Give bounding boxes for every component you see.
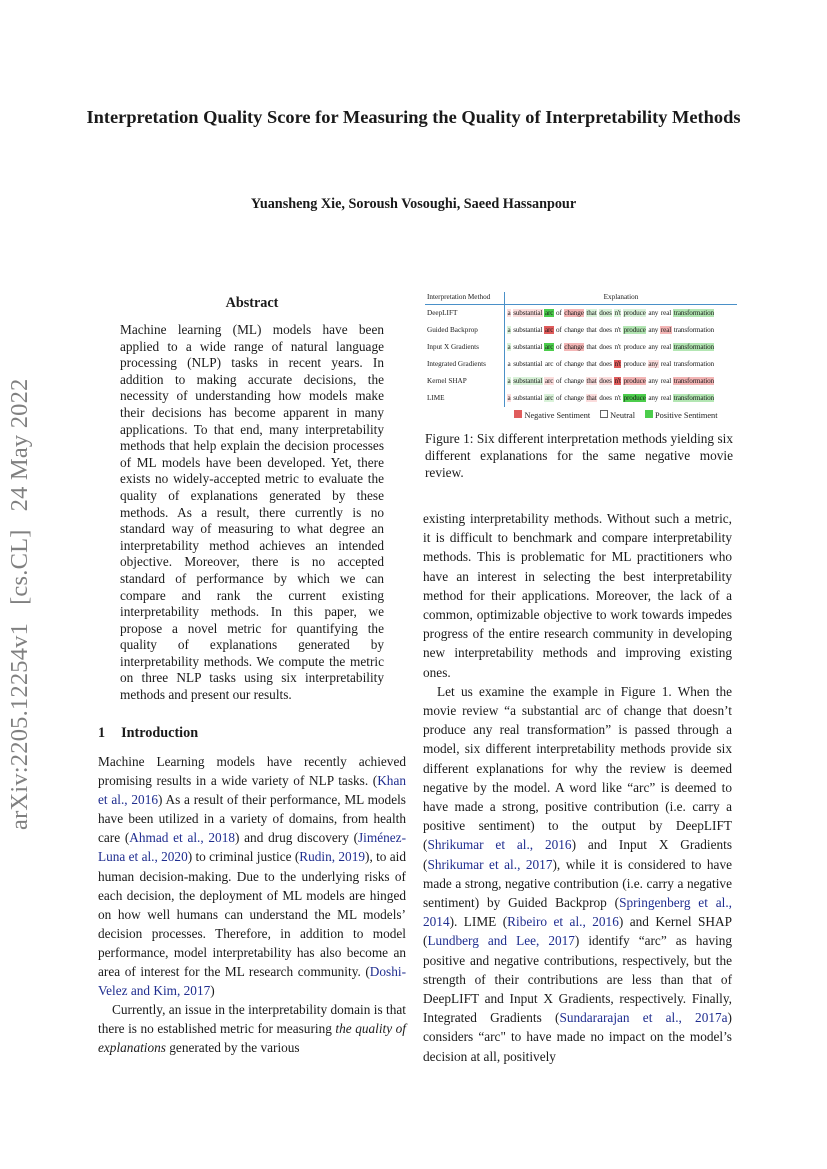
citation-link[interactable]: Doshi-Velez and Kim, 2017 <box>98 964 406 999</box>
token-highlight: transformation <box>673 326 714 334</box>
citation-link[interactable]: Rudin, 2019 <box>299 849 366 865</box>
token-highlight: produce <box>623 326 646 334</box>
citation-link[interactable]: Shrikumar et al., 2016 <box>427 837 572 853</box>
legend-swatch-icon <box>514 410 522 418</box>
method-name: Integrated Gradients <box>425 356 505 373</box>
citation-link[interactable]: Jiménez-Luna et al., 2020 <box>98 830 406 865</box>
token-highlight: substantial <box>513 326 543 334</box>
token-highlight: of <box>555 343 562 351</box>
token-highlight: a <box>507 394 511 402</box>
token-highlight: arc <box>544 309 554 317</box>
token-highlight: change <box>564 394 584 402</box>
column-header-explanation: Explanation <box>505 292 738 305</box>
legend-label: Negative Sentiment <box>524 411 591 420</box>
token-highlight: produce <box>623 360 646 368</box>
token-highlight: any <box>648 360 659 368</box>
token-highlight: produce <box>623 377 646 385</box>
token-highlight: real <box>660 326 672 334</box>
token-highlight: any <box>648 309 659 317</box>
arxiv-date: 24 May 2022 <box>6 378 33 512</box>
figure-legend <box>425 410 737 420</box>
explanation-cell <box>505 305 738 323</box>
paper-authors: Yuansheng Xie, Soroush Vosoughi, Saeed Hassanpour <box>250 196 577 212</box>
token-highlight: real <box>660 309 672 317</box>
token-highlight: real <box>660 343 672 351</box>
token-highlight: substantial <box>513 360 543 368</box>
token-highlight: of <box>555 326 562 334</box>
section-number: 1 <box>98 725 106 741</box>
column-header-method: Interpretation Method <box>425 292 505 305</box>
token-highlight: substantial <box>513 343 543 351</box>
token-highlight: does <box>599 360 612 368</box>
token-highlight: n't <box>614 326 621 334</box>
method-row <box>425 322 737 339</box>
legend-item <box>514 411 590 420</box>
method-row <box>425 305 737 323</box>
method-name: Kernel SHAP <box>425 373 505 390</box>
token-highlight: change <box>564 309 584 317</box>
token-highlight: n't <box>614 360 621 368</box>
method-name: LIME <box>425 390 505 407</box>
token-highlight: a <box>507 360 511 368</box>
token-highlight: does <box>599 326 612 334</box>
token-highlight: produce <box>623 343 646 351</box>
token-highlight: n't <box>614 309 621 317</box>
token-highlight: arc <box>544 360 554 368</box>
token-highlight: n't <box>614 394 621 402</box>
token-highlight: that <box>586 377 597 385</box>
token-highlight: transformation <box>673 360 714 368</box>
token-highlight: real <box>660 377 672 385</box>
token-highlight: a <box>507 377 511 385</box>
token-highlight: transformation <box>673 343 714 351</box>
token-highlight: does <box>599 394 612 402</box>
legend-item <box>645 411 717 420</box>
legend-swatch-icon <box>600 410 608 418</box>
token-highlight: of <box>555 309 562 317</box>
token-highlight: of <box>555 360 562 368</box>
section-title: Introduction <box>121 725 199 741</box>
token-highlight: produce <box>623 394 646 402</box>
token-highlight: arc <box>544 326 554 334</box>
right-paragraph-1: existing interpretability methods. Without such a metric, it is difficult to benchmark and compare interpretability methods. This is problematic for ML practitioners who have an interest in selecting the best interpretability method for their applications. Moreover, the lack of a common, optimizable objective to work towards impedes progress of the entire research community in developing new interpretability methods and improving existing ones. <box>423 511 732 680</box>
figure-caption: Figure 1: Six different interpretation methods yielding six different explanations for the same negative movie review. <box>425 431 733 480</box>
citation-link[interactable]: Sundararajan et al., 2017a <box>559 1010 728 1026</box>
legend-swatch-icon <box>645 410 653 418</box>
token-highlight: that <box>586 360 597 368</box>
method-row <box>425 390 737 407</box>
legend-item <box>600 411 635 420</box>
token-highlight: of <box>555 394 562 402</box>
citation-link[interactable]: Shrikumar et al., 2017 <box>427 856 553 872</box>
token-highlight: does <box>599 377 612 385</box>
token-highlight: that <box>586 309 597 317</box>
token-highlight: real <box>660 394 672 402</box>
citation-link[interactable]: Springenberg et al., 2014 <box>423 895 732 930</box>
token-highlight: that <box>586 343 597 351</box>
arxiv-stamp <box>6 340 34 830</box>
method-row <box>425 373 737 390</box>
token-highlight: n't <box>614 343 621 351</box>
intro-paragraph-1: Machine Learning models have recently achieved promising results in a wide variety of NLP tasks. (Khan et al., 2016) As a result of their performance, ML models have been utilized in a variety of domains, from health care (Ahmad et al., 2018) and drug discovery (Jiménez-Luna et al., 2020) to criminal justice (Rudin, 2019), to aid human decision-making. Due to the underlying risks of each decision, the deployment of ML models are hinged on how well humans can understand the ML models’ decision processes. Therefore, in addition to model performance, model interpretability has also become an area of interest for the ML research community. (Doshi-Velez and Kim, 2017) <box>98 754 407 999</box>
token-highlight: substantial <box>513 377 543 385</box>
token-highlight: change <box>564 360 584 368</box>
right-paragraph-2: Let us examine the example in Figure 1. When the movie review “a substantial arc of change that doesn’t produce any real transformation” is passed through a model, six different interpretability methods provide six different explanations for why the review is deemed negative by the model. A word like “arc” is deemed to have made a strong, positive contribution (i.e. carry a positive sentiment) to the output by DeepLIFT (Shrikumar et al., 2016) and Input X Gradients (Shrikumar et al., 2017), while it is considered to have made a strong, negative contribution (i.e. carry a negative sentiment) by Guided Backprop (Springenberg et al., 2014). LIME (Ribeiro et al., 2016) and Kernel SHAP (Lundberg and Lee, 2017) identify “arc” as having positive and negative contributions, respectively, but the strength of their contributions are less than that of DeepLIFT and Input X Gradients, respectively. Finally, Integrated Gradients (Sundararajan et al., 2017a) considers “arc" to have made no impact on the model’s decision at all, positively <box>423 683 732 1064</box>
paper-title: Interpretation Quality Score for Measuring the Quality of Interpretability Methods <box>86 107 741 127</box>
method-row <box>425 339 737 356</box>
token-highlight: of <box>555 377 562 385</box>
token-highlight: any <box>648 394 659 402</box>
figure-1 <box>425 292 737 420</box>
explanation-table-body <box>425 305 737 408</box>
citation-link[interactable]: Ahmad et al., 2018 <box>129 830 236 846</box>
explanation-cell <box>505 356 738 373</box>
token-highlight: change <box>564 326 584 334</box>
token-highlight: that <box>586 326 597 334</box>
token-highlight: arc <box>544 343 554 351</box>
intro-paragraph-2: Currently, an issue in the interpretability domain is that there is no established metric for measuring the quality of explanations generated by the various <box>98 1002 407 1056</box>
token-highlight: transformation <box>673 309 714 317</box>
token-highlight: any <box>648 326 659 334</box>
explanation-cell <box>505 339 738 356</box>
token-highlight: does <box>599 343 612 351</box>
token-highlight: that <box>586 394 597 402</box>
citation-link[interactable]: Khan et al., 2016 <box>98 773 406 808</box>
right-column-body <box>423 509 732 1066</box>
token-highlight: change <box>564 377 584 385</box>
abstract-text: Machine learning (ML) models have been applied to a wide range of natural language processing (NLP) tasks in recent years. In addition to making accurate decisions, the necessity of understanding how models make their decisions has become apparent in many applications. To that end, many interpretability methods that help explain the decision processes of ML models have been developed. Yet, there exists no widely-accepted metric to evaluate the quality of explanations generated by these methods. As a result, there currently is no standard way of measuring to what degree an interpretability method achieves an intended objective. Moreover, there is no accepted standard of performance by which we can compare and rank the current existing interpretability methods. In this paper, we propose a novel metric for quantifying the quality of explanations generated by interpretability methods. We compute the metric on three NLP tasks using six interpretability methods and present our results. <box>120 322 384 703</box>
token-highlight: a <box>507 343 511 351</box>
method-name: Guided Backprop <box>425 322 505 339</box>
token-highlight: real <box>660 360 672 368</box>
token-highlight: substantial <box>513 394 543 402</box>
citation-link[interactable]: Ribeiro et al., 2016 <box>507 914 619 930</box>
citation-link[interactable]: Lundberg and Lee, 2017 <box>427 933 575 949</box>
explanation-cell <box>505 373 738 390</box>
token-highlight: a <box>507 309 511 317</box>
token-highlight: a <box>507 326 511 334</box>
token-highlight: change <box>564 343 584 351</box>
method-name: DeepLIFT <box>425 305 505 323</box>
token-highlight: arc <box>544 394 554 402</box>
method-row <box>425 356 737 373</box>
abstract-heading: Abstract <box>225 295 279 311</box>
explanation-cell <box>505 322 738 339</box>
token-highlight: does <box>599 309 612 317</box>
token-highlight: transformation <box>673 394 714 402</box>
legend-label: Positive Sentiment <box>655 411 718 420</box>
token-highlight: any <box>648 343 659 351</box>
method-name: Input X Gradients <box>425 339 505 356</box>
arxiv-id: arXiv:2205.12254v1 <box>6 622 33 830</box>
section-heading-introduction <box>98 725 198 742</box>
token-highlight: substantial <box>513 309 543 317</box>
explanation-cell <box>505 390 738 407</box>
token-highlight: any <box>648 377 659 385</box>
token-highlight: transformation <box>673 377 714 385</box>
explanation-table <box>425 292 737 407</box>
token-highlight: produce <box>623 309 646 317</box>
token-highlight: n't <box>614 377 621 385</box>
introduction-body <box>98 752 406 1058</box>
token-highlight: arc <box>544 377 554 385</box>
arxiv-category: [cs.CL] <box>6 529 33 605</box>
legend-label: Neutral <box>610 411 636 420</box>
